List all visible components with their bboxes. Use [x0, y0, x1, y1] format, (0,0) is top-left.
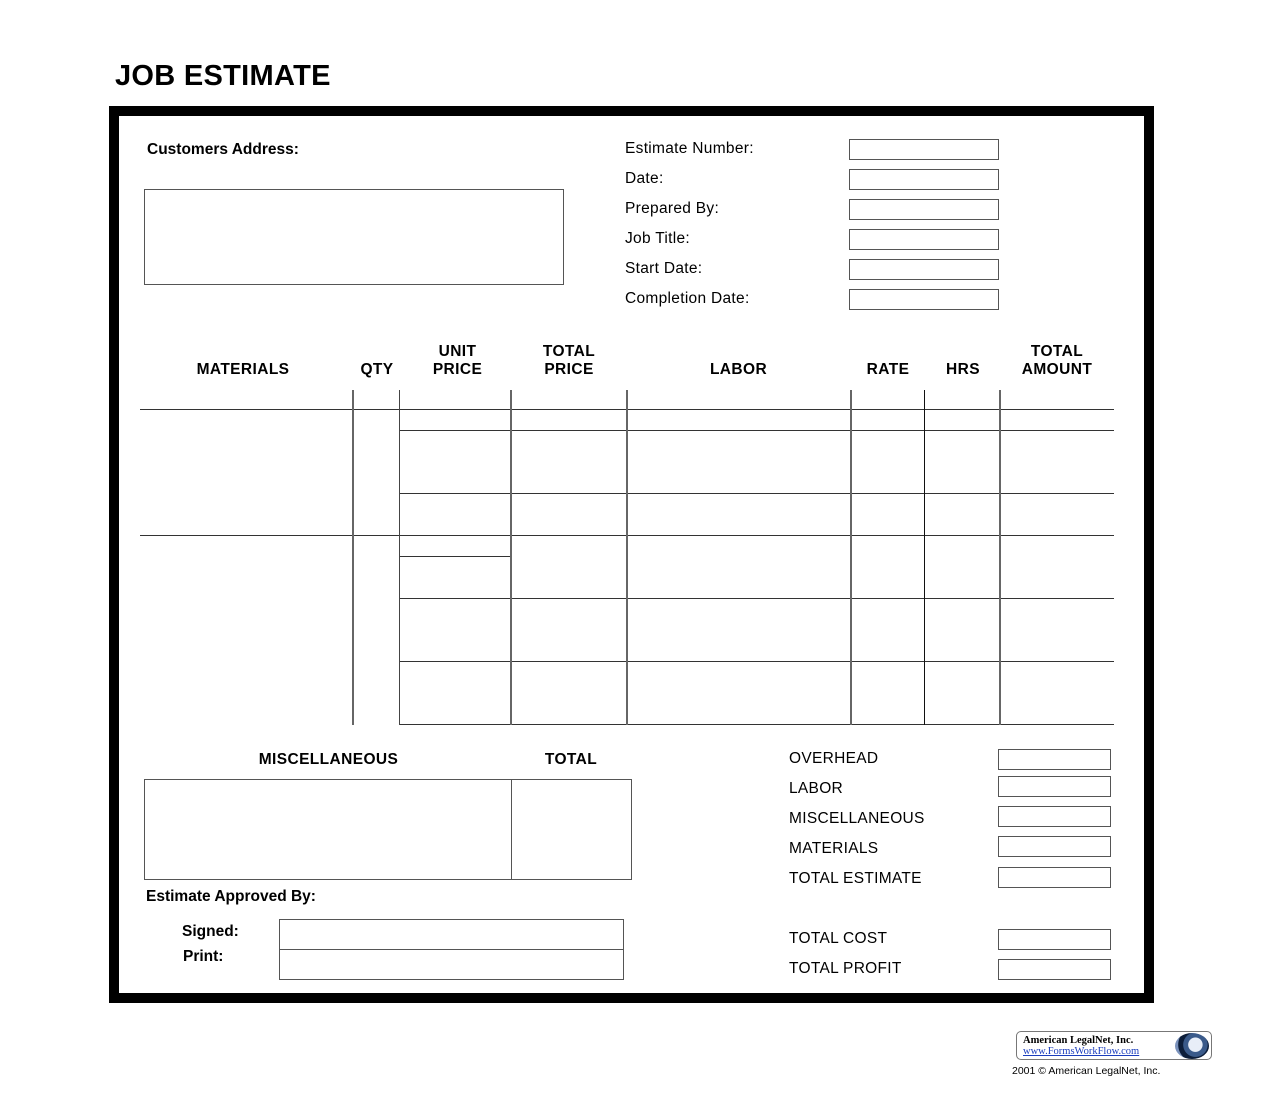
- summary-materials-label: MATERIALS: [789, 840, 879, 857]
- publisher-name: American LegalNet, Inc.: [1023, 1035, 1134, 1046]
- completion-date-field[interactable]: [849, 289, 999, 310]
- header-total-price-line2: PRICE: [544, 361, 594, 378]
- start-date-label: Start Date:: [625, 260, 703, 277]
- header-total-price: [515, 343, 623, 379]
- job-title-label: Job Title:: [625, 230, 691, 247]
- table-rule: [399, 556, 511, 557]
- labor-cell[interactable]: [628, 599, 849, 661]
- customer-address-label: Customers Address:: [147, 141, 299, 158]
- header-materials: MATERIALS: [196, 361, 290, 378]
- header-rate: RATE: [866, 361, 910, 378]
- table-rule: [399, 724, 1114, 725]
- total-cost-label: TOTAL COST: [789, 930, 888, 947]
- completion-date-label: Completion Date:: [625, 290, 750, 307]
- header-unit-price: [405, 343, 510, 379]
- publisher-logo: [1016, 1031, 1212, 1060]
- signed-label: Signed:: [182, 923, 239, 940]
- print-field[interactable]: [279, 949, 624, 980]
- summary-labor-label: LABOR: [789, 780, 844, 797]
- print-label: Print:: [183, 948, 224, 965]
- header-total-amount: [1001, 343, 1113, 379]
- estimate-number-label: Estimate Number:: [625, 140, 754, 157]
- misc-description-field[interactable]: [144, 779, 512, 880]
- header-hrs: HRS: [946, 361, 980, 378]
- approved-by-label: Estimate Approved By:: [146, 888, 316, 905]
- table-column-divider: [999, 390, 1001, 725]
- header-qty: QTY: [360, 361, 394, 378]
- summary-total-estimate-label: TOTAL ESTIMATE: [789, 870, 922, 887]
- publisher-url-link[interactable]: www.FormsWorkFlow.com: [1023, 1046, 1140, 1057]
- materials-cell[interactable]: [141, 536, 351, 724]
- signed-field[interactable]: [279, 919, 624, 950]
- start-date-field[interactable]: [849, 259, 999, 280]
- table-rule: [399, 493, 1114, 494]
- table-column-divider: [850, 390, 852, 725]
- total-profit-label: TOTAL PROFIT: [789, 960, 902, 977]
- summary-misc-label: MISCELLANEOUS: [789, 810, 925, 827]
- job-title-field[interactable]: [849, 229, 999, 250]
- table-column-divider: [399, 390, 400, 725]
- labor-cell[interactable]: [628, 431, 849, 493]
- header-unit-price-line1: UNIT: [438, 343, 477, 360]
- header-total-amount-line2: AMOUNT: [1021, 361, 1093, 378]
- estimate-number-field[interactable]: [849, 139, 999, 160]
- table-column-divider: [352, 390, 354, 725]
- customer-address-field[interactable]: [144, 189, 564, 285]
- table-column-divider: [510, 390, 512, 725]
- total-profit-field[interactable]: [998, 959, 1111, 980]
- date-label: Date:: [625, 170, 664, 187]
- misc-header: MISCELLANEOUS: [258, 751, 399, 768]
- table-rule: [399, 661, 1114, 662]
- summary-total-estimate-field[interactable]: [998, 867, 1111, 888]
- summary-misc-field[interactable]: [998, 806, 1111, 827]
- globe-icon: [1175, 1033, 1209, 1059]
- summary-materials-field[interactable]: [998, 836, 1111, 857]
- prepared-by-label: Prepared By:: [625, 200, 720, 217]
- table-column-divider: [924, 390, 925, 725]
- header-total-price-line1: TOTAL: [542, 343, 596, 360]
- misc-total-field[interactable]: [511, 779, 632, 880]
- summary-labor-field[interactable]: [998, 776, 1111, 797]
- total-cost-field[interactable]: [998, 929, 1111, 950]
- date-field[interactable]: [849, 169, 999, 190]
- header-unit-price-line2: PRICE: [432, 361, 483, 378]
- materials-cell[interactable]: [141, 410, 351, 535]
- page-title: JOB ESTIMATE: [115, 60, 331, 92]
- header-labor: LABOR: [709, 361, 768, 378]
- summary-overhead-label: OVERHEAD: [789, 750, 879, 767]
- copyright-text: 2001 © American LegalNet, Inc.: [1012, 1065, 1161, 1077]
- header-total-amount-line1: TOTAL: [1030, 343, 1084, 360]
- misc-total-header: TOTAL: [544, 751, 598, 768]
- summary-overhead-field[interactable]: [998, 749, 1111, 770]
- prepared-by-field[interactable]: [849, 199, 999, 220]
